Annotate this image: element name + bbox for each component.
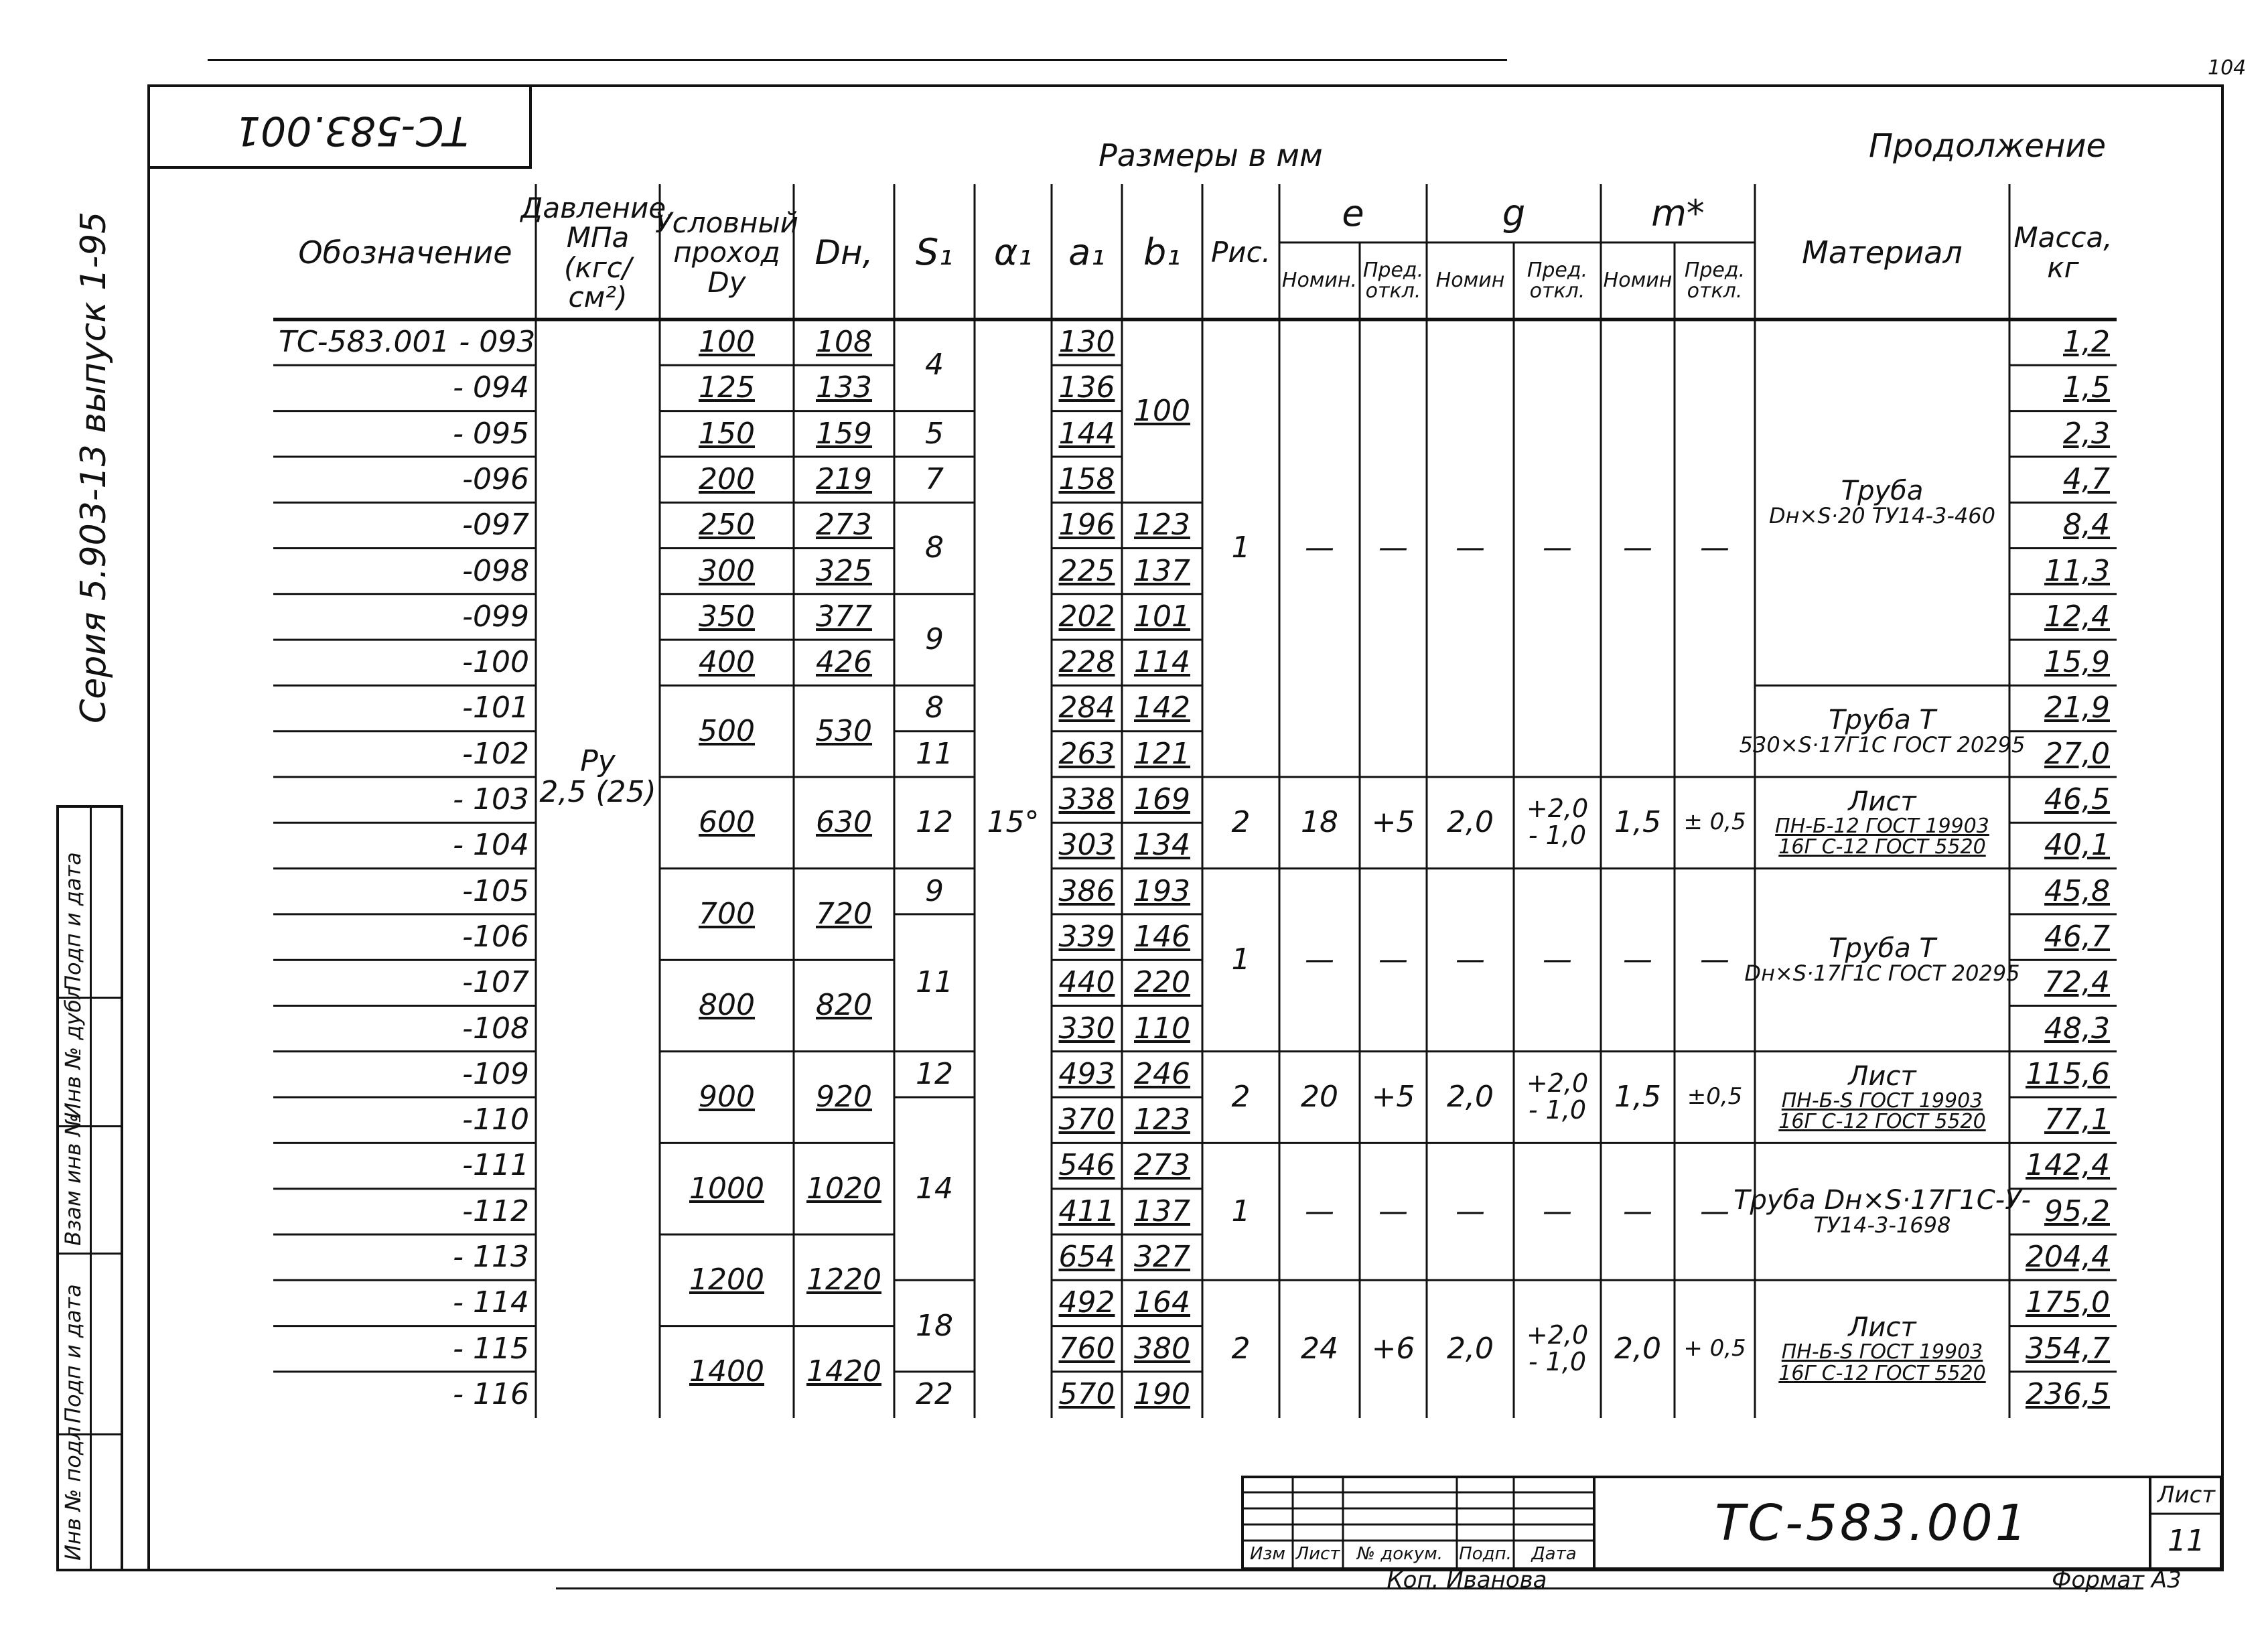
e-nom-cell: 24 (1301, 1331, 1338, 1366)
mass-cell: 236,5 (2026, 1376, 2110, 1411)
a1-cell: 493 (1058, 1056, 1115, 1091)
s1-cell: 12 (916, 805, 953, 840)
g-nom-cell: — (1456, 942, 1485, 977)
material-cell (1739, 685, 2026, 777)
b1-cell: 164 (1134, 1285, 1190, 1320)
designation-cell: - 094 (453, 370, 529, 405)
b1-cell: 137 (1134, 553, 1190, 588)
s1-cell: 4 (925, 348, 944, 382)
alpha-value: 15° (987, 805, 1040, 840)
designation-cell: -101 (462, 691, 529, 725)
dy-cell: 125 (699, 370, 755, 405)
b1-cell: 100 (1134, 393, 1190, 428)
header-material: Материал (1802, 234, 1963, 271)
dy-cell: 500 (699, 713, 755, 748)
dy-cell: 100 (699, 325, 755, 360)
s1-cell: 22 (916, 1376, 953, 1411)
side-box-label-2: Подп и дата (60, 1284, 86, 1423)
dn-cell: 133 (816, 370, 872, 405)
mass-cell: 1,5 (2063, 370, 2110, 405)
designation-cell: -111 (462, 1148, 529, 1183)
material-cell-line-0: Труба Т (1829, 933, 1936, 965)
g-tol-cell: — (1543, 942, 1572, 977)
a1-cell: 330 (1058, 1011, 1115, 1046)
material-cell (1755, 1280, 2009, 1417)
material-cell (1755, 777, 2009, 869)
header-m-tol (1675, 244, 1755, 317)
header-g: g (1502, 192, 1526, 234)
e-tol-cell: — (1378, 942, 1408, 977)
dn-cell: 108 (816, 325, 872, 360)
s1-cell: 9 (925, 622, 944, 656)
fig-cell: 2 (1231, 1080, 1251, 1114)
material-cell-line-0: Лист (1848, 1312, 1916, 1344)
designation-cell: -110 (462, 1103, 529, 1137)
dn-cell: 159 (816, 416, 872, 451)
tb-doc-number: ТС-583.001 (1715, 1494, 2030, 1553)
header-m: m* (1651, 192, 1705, 234)
header-pressure-3: (кгс/см²) (563, 251, 632, 313)
material-cell (1755, 319, 2009, 685)
dn-cell: 1420 (806, 1354, 881, 1389)
header-e-tol-1: Пред. (1362, 258, 1424, 282)
side-box-label-5: Подп и дата (60, 852, 86, 991)
designation-cell: - 104 (453, 828, 529, 863)
g-tol-cell (1514, 1280, 1601, 1417)
header-g-tol-1: Пред. (1527, 258, 1588, 282)
a1-cell: 158 (1058, 461, 1115, 496)
material-cell-line-1: ПН-Б-S ГОСТ 19903 (1781, 1340, 1983, 1364)
mass-cell: 204,4 (2026, 1240, 2110, 1275)
mass-cell: 1,2 (2063, 325, 2110, 360)
header-mass (2009, 188, 2117, 318)
b1-cell: 123 (1134, 508, 1190, 543)
designation-cell: - 095 (453, 416, 529, 451)
header-dn: Dн, (814, 233, 873, 273)
dy-cell: 200 (699, 461, 755, 496)
header-g-tol-2: откл. (1529, 279, 1585, 303)
s1-cell: 8 (925, 530, 944, 565)
header-m-tol-1: Пред. (1684, 258, 1746, 282)
header-e-tol-2: откл. (1365, 279, 1421, 303)
m-tol-cell: — (1700, 942, 1729, 977)
side-box-label-3: Взам инв № (60, 1114, 86, 1246)
material-cell-line-1: ПН-Б-S ГОСТ 19903 (1781, 1088, 1983, 1113)
material-cell-line-1: 530×S·17Г1С ГОСТ 20295 (1739, 731, 2026, 758)
sheet-corner-number: 104 (2208, 56, 2247, 80)
tb-sheet-number: 11 (2168, 1523, 2205, 1558)
a1-cell: 225 (1058, 553, 1115, 588)
g-tol-cell-line-0: +2,0 (1526, 1068, 1589, 1098)
mass-cell: 72,4 (2044, 965, 2110, 1000)
tb-col-sign: Подп. (1459, 1544, 1512, 1565)
continuation-label: Продолжение (1869, 127, 2107, 165)
dy-cell: 350 (699, 599, 755, 634)
s1-cell: 9 (925, 873, 944, 908)
e-nom-cell: 18 (1301, 805, 1338, 840)
a1-cell: 263 (1058, 736, 1115, 771)
dy-cell: 700 (699, 896, 755, 931)
mass-cell: 354,7 (2026, 1331, 2110, 1366)
e-tol-cell: +6 (1371, 1331, 1415, 1366)
header-nominal-1: Условный (655, 206, 798, 240)
designation-cell: -102 (462, 736, 529, 771)
m-tol-cell: — (1700, 530, 1729, 565)
b1-cell: 327 (1134, 1240, 1190, 1275)
g-tol-cell: — (1543, 530, 1572, 565)
m-tol-cell: ± 0,5 (1683, 808, 1746, 836)
m-nom-cell: 2,0 (1614, 1331, 1661, 1366)
dn-cell: 630 (816, 805, 872, 840)
mass-cell: 115,6 (2026, 1056, 2110, 1091)
mass-cell: 4,7 (2063, 461, 2110, 496)
dn-cell: 720 (816, 896, 872, 931)
tb-col-izm: Изм (1250, 1544, 1285, 1565)
dy-cell: 900 (699, 1080, 755, 1114)
s1-cell: 12 (916, 1056, 953, 1091)
material-cell (1733, 1143, 2031, 1280)
material-cell-line-2: 16Г С-12 ГОСТ 5520 (1778, 835, 1986, 859)
b1-cell: 146 (1134, 919, 1190, 954)
e-tol-cell: — (1378, 1194, 1408, 1228)
tb-col-date: Дата (1531, 1544, 1577, 1565)
g-nom-cell: — (1456, 530, 1485, 565)
b1-cell: 220 (1134, 965, 1190, 1000)
a1-cell: 136 (1058, 370, 1115, 405)
e-tol-cell: +5 (1371, 805, 1415, 840)
m-tol-cell: + 0,5 (1683, 1334, 1746, 1362)
e-nom-cell: — (1305, 942, 1334, 977)
header-nominal-3: Dy (707, 265, 746, 299)
fig-cell: 1 (1231, 530, 1251, 565)
pressure-value (536, 709, 660, 846)
dy-cell: 150 (699, 416, 755, 451)
b1-cell: 134 (1134, 828, 1190, 863)
a1-cell: 196 (1058, 508, 1115, 543)
g-tol-cell-line-1: - 1,0 (1528, 821, 1587, 851)
m-tol-cell: — (1700, 1194, 1729, 1228)
dn-cell: 920 (816, 1080, 872, 1114)
g-tol-cell-line-1: - 1,0 (1528, 1095, 1587, 1125)
tb-col-doc: № докум. (1356, 1544, 1443, 1565)
mass-cell: 12,4 (2044, 599, 2110, 634)
a1-cell: 202 (1058, 599, 1115, 634)
material-cell-line-2: 16Г С-12 ГОСТ 5520 (1778, 1110, 1986, 1134)
header-e-tol (1360, 244, 1427, 317)
mass-cell: 142,4 (2026, 1148, 2110, 1183)
side-series-text: Серия 5.903-13 выпуск 1-95 (74, 211, 114, 723)
dy-cell: 1000 (689, 1171, 764, 1206)
dy-cell: 1200 (689, 1263, 764, 1297)
s1-cell: 5 (925, 416, 944, 451)
designation-cell: -098 (462, 553, 529, 588)
header-m-tol-2: откл. (1687, 279, 1743, 303)
side-box-label-4: Инв № дубл (60, 985, 86, 1119)
header-alpha: α₁ (993, 231, 1033, 274)
mass-cell: 48,3 (2044, 1011, 2110, 1046)
b1-cell: 123 (1134, 1103, 1190, 1137)
material-cell-line-1: ПН-Б-12 ГОСТ 19903 (1775, 814, 1989, 838)
pressure-value-line-0: Ру (580, 743, 616, 778)
material-cell-line-2: 16Г С-12 ГОСТ 5520 (1778, 1361, 1986, 1385)
designation-cell: - 113 (453, 1240, 529, 1275)
b1-cell: 142 (1134, 691, 1190, 725)
b1-cell: 380 (1134, 1331, 1190, 1366)
b1-cell: 246 (1134, 1056, 1190, 1091)
fig-cell: 1 (1231, 942, 1251, 977)
mass-cell: 175,0 (2026, 1285, 2110, 1320)
b1-cell: 190 (1134, 1376, 1190, 1411)
designation-cell: - 114 (453, 1285, 529, 1320)
material-cell (1755, 1052, 2009, 1143)
a1-cell: 144 (1058, 416, 1115, 451)
b1-cell: 137 (1134, 1194, 1190, 1228)
m-nom-cell: 1,5 (1614, 1080, 1661, 1114)
designation-cell: - 116 (453, 1376, 529, 1411)
b1-cell: 273 (1134, 1148, 1190, 1183)
dn-cell: 820 (816, 988, 872, 1023)
a1-cell: 339 (1058, 919, 1115, 954)
header-mass-1: Масса, (2013, 221, 2113, 255)
mass-cell: 2,3 (2063, 416, 2110, 451)
header-pressure (520, 188, 675, 318)
side-box-label-1: Инв № подл (60, 1426, 86, 1561)
g-tol-cell (1514, 1052, 1601, 1143)
mass-cell: 11,3 (2044, 553, 2110, 588)
dn-cell: 1220 (806, 1263, 881, 1297)
header-m-nom: Номин (1603, 269, 1673, 293)
m-nom-cell: — (1623, 1194, 1652, 1228)
mass-cell: 8,4 (2063, 508, 2110, 543)
g-nom-cell: — (1456, 1194, 1485, 1228)
a1-cell: 370 (1058, 1103, 1115, 1137)
s1-cell: 11 (916, 965, 953, 1000)
a1-cell: 303 (1058, 828, 1115, 863)
header-fig: Рис. (1210, 236, 1271, 269)
b1-cell: 193 (1134, 873, 1190, 908)
a1-cell: 654 (1058, 1240, 1115, 1275)
material-cell (1744, 869, 2020, 1052)
header-g-tol (1514, 244, 1601, 317)
material-cell-line-1: ТУ14-3-1698 (1813, 1212, 1951, 1238)
dy-cell: 400 (699, 645, 755, 680)
mass-cell: 21,9 (2044, 691, 2110, 725)
mass-cell: 40,1 (2044, 828, 2110, 863)
designation-cell: ТС-583.001 - 093 (279, 325, 536, 360)
designation-cell: -100 (462, 645, 529, 680)
tb-sheet-label: Лист (2157, 1482, 2216, 1509)
material-cell-line-0: Труба Dн×S·17Г1С-У- (1733, 1185, 2031, 1216)
dn-cell: 377 (816, 599, 872, 634)
designation-cell: -105 (462, 873, 529, 908)
g-tol-cell: — (1543, 1194, 1572, 1228)
dn-cell: 273 (816, 508, 872, 543)
a1-cell: 760 (1058, 1331, 1115, 1366)
material-cell-line-0: Труба (1841, 476, 1924, 507)
mass-cell: 46,7 (2044, 919, 2110, 954)
b1-cell: 114 (1134, 645, 1190, 680)
dn-cell: 1020 (806, 1171, 881, 1206)
s1-cell: 18 (916, 1308, 953, 1343)
b1-cell: 169 (1134, 782, 1190, 817)
tb-col-list: Лист (1295, 1544, 1340, 1565)
material-cell-line-1: Dн×S·20 ТУ14-3-460 (1768, 503, 1996, 529)
a1-cell: 492 (1058, 1285, 1115, 1320)
a1-cell: 411 (1058, 1194, 1115, 1228)
dy-cell: 250 (699, 508, 755, 543)
sizes-caption: Размеры в мм (1098, 137, 1323, 173)
s1-cell: 11 (916, 736, 953, 771)
designation-cell: -099 (462, 599, 529, 634)
s1-cell: 8 (925, 691, 944, 725)
a1-cell: 130 (1058, 325, 1115, 360)
dn-cell: 426 (816, 645, 872, 680)
b1-cell: 101 (1134, 599, 1190, 634)
g-tol-cell (1514, 777, 1601, 869)
a1-cell: 284 (1058, 691, 1115, 725)
dy-cell: 300 (699, 553, 755, 588)
fig-cell: 1 (1231, 1194, 1251, 1228)
header-mass-2: кг (2047, 251, 2079, 284)
header-pressure-2: МПа (566, 221, 630, 255)
header-s1: S₁ (916, 231, 953, 274)
g-tol-cell-line-0: +2,0 (1526, 794, 1589, 824)
e-nom-cell: — (1305, 530, 1334, 565)
top-stamp-text: ТС-583.001 (234, 107, 469, 154)
dy-cell: 1400 (689, 1354, 764, 1389)
fig-cell: 2 (1231, 805, 1251, 840)
a1-cell: 338 (1058, 782, 1115, 817)
header-designation: Обозначение (298, 234, 512, 271)
material-cell-line-0: Лист (1848, 786, 1916, 817)
s1-cell: 7 (925, 461, 944, 496)
g-nom-cell: 2,0 (1447, 1331, 1494, 1366)
designation-cell: -109 (462, 1056, 529, 1091)
mass-cell: 46,5 (2044, 782, 2110, 817)
dn-cell: 325 (816, 553, 872, 588)
a1-cell: 440 (1058, 965, 1115, 1000)
material-cell-line-0: Труба Т (1829, 704, 1936, 735)
designation-cell: -106 (462, 919, 529, 954)
mass-cell: 27,0 (2044, 736, 2110, 771)
e-tol-cell: +5 (1371, 1080, 1415, 1114)
header-a1: a₁ (1068, 231, 1105, 274)
a1-cell: 546 (1058, 1148, 1115, 1183)
mass-cell: 77,1 (2044, 1103, 2110, 1137)
header-e: e (1342, 192, 1364, 234)
pressure-value-line-1: 2,5 (25) (539, 774, 656, 809)
header-nominal-pass (655, 188, 798, 318)
dn-cell: 219 (816, 461, 872, 496)
header-e-nom: Номин. (1281, 269, 1358, 293)
header-g-nom: Номин (1435, 269, 1505, 293)
copied-by: Коп. Иванова (1387, 1567, 1547, 1594)
a1-cell: 386 (1058, 873, 1115, 908)
g-nom-cell: 2,0 (1447, 805, 1494, 840)
fig-cell: 2 (1231, 1331, 1251, 1366)
e-nom-cell: 20 (1301, 1080, 1338, 1114)
material-cell-line-1: Dн×S·17Г1С ГОСТ 20295 (1744, 961, 2020, 987)
m-tol-cell: ±0,5 (1687, 1083, 1743, 1111)
dn-cell: 530 (816, 713, 872, 748)
designation-cell: - 115 (453, 1331, 529, 1366)
m-nom-cell: — (1623, 942, 1652, 977)
designation-cell: -097 (462, 508, 529, 543)
g-tol-cell-line-0: +2,0 (1526, 1320, 1589, 1350)
e-tol-cell: — (1378, 530, 1408, 565)
designation-cell: -096 (462, 461, 529, 496)
material-cell-line-0: Лист (1848, 1060, 1916, 1092)
mass-cell: 95,2 (2044, 1194, 2110, 1228)
a1-cell: 570 (1058, 1376, 1115, 1411)
designation-cell: -107 (462, 965, 529, 1000)
designation-cell: -108 (462, 1011, 529, 1046)
dy-cell: 800 (699, 988, 755, 1023)
mass-cell: 15,9 (2044, 645, 2110, 680)
header-b1: b₁ (1143, 231, 1181, 274)
a1-cell: 228 (1058, 645, 1115, 680)
b1-cell: 110 (1134, 1011, 1190, 1046)
designation-cell: -112 (462, 1194, 529, 1228)
e-nom-cell: — (1305, 1194, 1334, 1228)
designation-cell: - 103 (453, 782, 529, 817)
header-pressure-1: Давление, (520, 192, 675, 225)
s1-cell: 14 (916, 1171, 953, 1206)
m-nom-cell: 1,5 (1614, 805, 1661, 840)
header-nominal-2: проход (673, 236, 780, 269)
format-label: Формат А3 (2052, 1567, 2182, 1594)
b1-cell: 121 (1134, 736, 1190, 771)
mass-cell: 45,8 (2044, 873, 2110, 908)
dy-cell: 600 (699, 805, 755, 840)
g-tol-cell-line-1: - 1,0 (1528, 1346, 1587, 1376)
g-nom-cell: 2,0 (1447, 1080, 1494, 1114)
m-nom-cell: — (1623, 530, 1652, 565)
